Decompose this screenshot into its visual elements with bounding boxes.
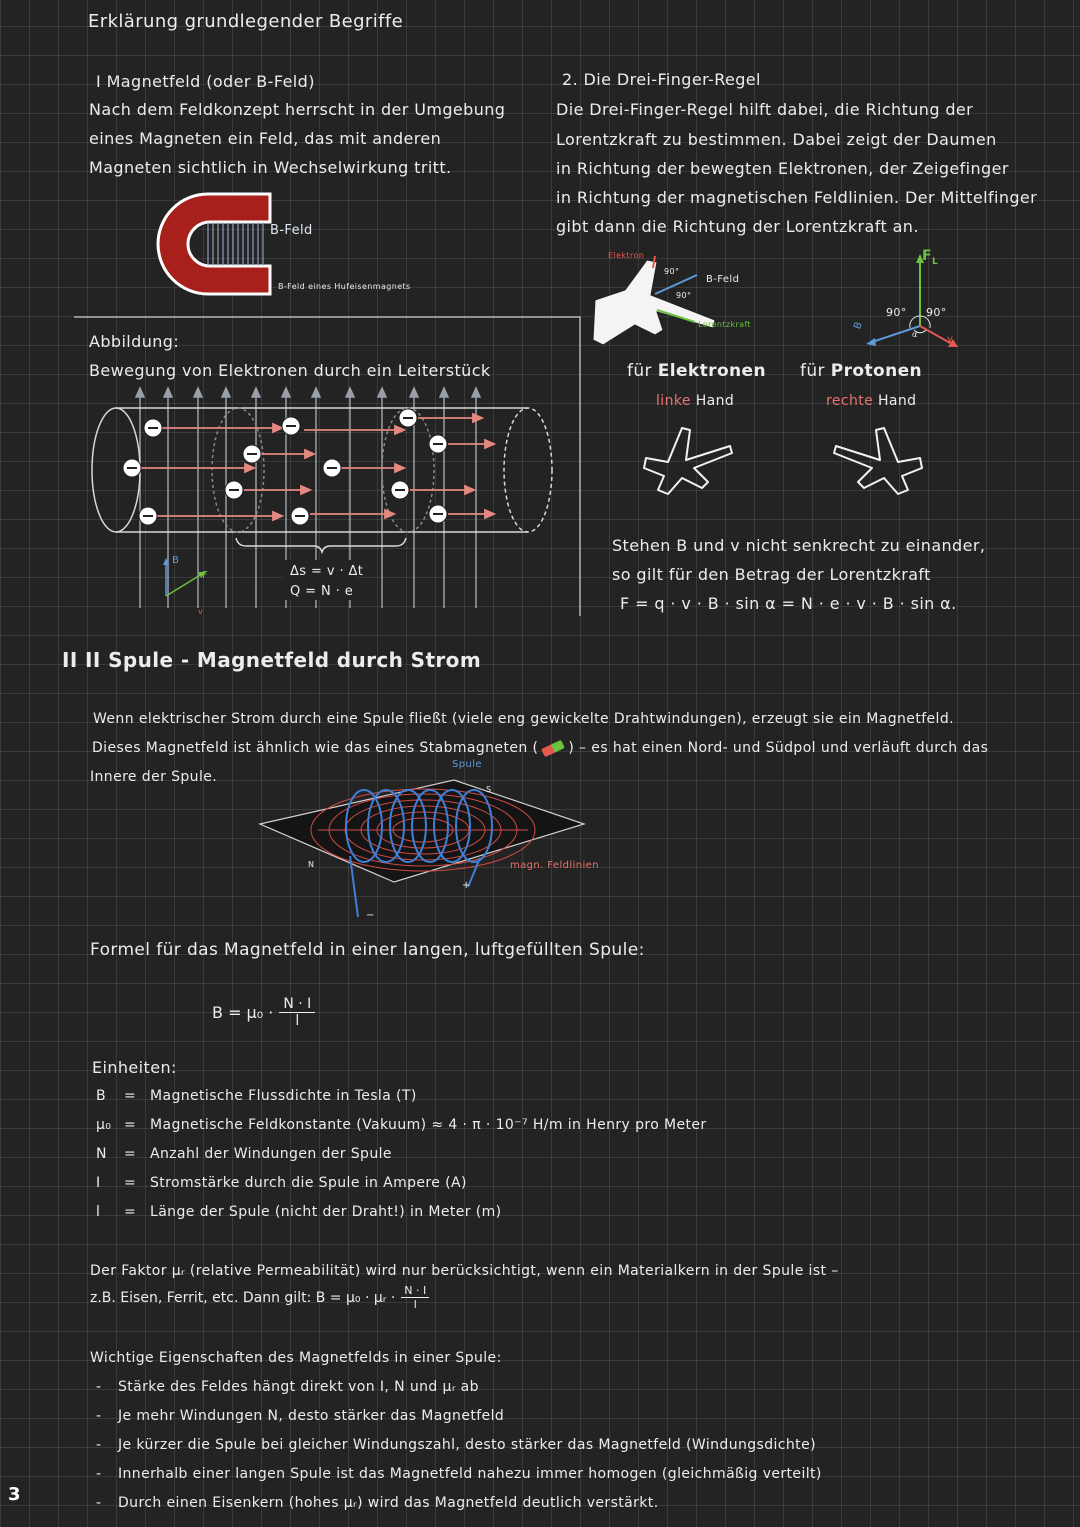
magnet-caption: B-Feld eines Hufeisenmagnets [278, 282, 411, 291]
formula-intro: Formel für das Magnetfeld in einer langen, luftgefüllten Spule: [90, 940, 645, 960]
unit-row-mu0: μ₀ = Magnetische Feldkonstante (Vakuum) ≈ 4 · π · 10⁻⁷ H/m in Henry pro Meter [96, 1117, 707, 1133]
vector-angle-1: 90° [886, 306, 907, 319]
note-line-3: F = q · v · B · sin α = N · e · v · B · sin α. [620, 594, 957, 613]
coil-spule-label: Spule [452, 759, 482, 770]
formula-denominator: l [295, 1013, 300, 1029]
coil-s-label: S [486, 785, 492, 794]
section3-intro-1: Wenn elektrischer Strom durch eine Spule fließt (viele eng gewickelte Drahtwindungen), erzeugt sie ein Magnetfeld. [93, 711, 954, 727]
hand-elektron-label: Elektron [608, 251, 645, 260]
figure-subtitle: Bewegung von Elektronen durch ein Leiterstück [89, 361, 491, 380]
note-line-2: so gilt für den Betrag der Lorentzkraft [612, 565, 931, 584]
axis-b-label: B [172, 555, 180, 566]
protons-heading: für Protonen [800, 361, 923, 381]
section3-heading: II II Spule - Magnetfeld durch Strom [62, 648, 482, 672]
right-hand-icon [828, 420, 928, 500]
props-title: Wichtige Eigenschaften des Magnetfelds in einer Spule: [90, 1350, 502, 1366]
formula-lhs: B = μ₀ · [212, 1003, 274, 1022]
prop-item-1: - Stärke des Feldes hängt direkt von I, N und μᵣ ab [96, 1379, 479, 1395]
section3-intro-2: Dieses Magnetfeld ist ähnlich wie das eines Stabmagneten ( ) – es hat einen Nord- und Südpol und verläuft durch das [92, 740, 989, 756]
coil-plus-label: + [462, 880, 471, 891]
three-finger-hand-icon [585, 250, 765, 355]
hand-angle-label-1: 90° [664, 267, 680, 276]
vector-v-label: v [947, 334, 954, 345]
axis-f-label: F [202, 570, 209, 581]
mu-r-fraction [401, 1284, 429, 1311]
prop-item-2: - Je mehr Windungen N, desto stärker das Magnetfeld [96, 1408, 505, 1424]
formula-fraction [279, 996, 315, 1029]
coil-n-label: N [308, 860, 315, 869]
left-hand-icon [638, 420, 738, 500]
vector-alpha: α [912, 330, 918, 339]
unit-row-n: N = Anzahl der Windungen der Spule [96, 1146, 392, 1162]
velocity-arrows [140, 414, 494, 520]
formula-delta-s: Δs = v · Δt [290, 564, 364, 579]
electrons-hand-label: linke Hand [656, 393, 735, 409]
prop-item-3: - Je kürzer die Spule bei gleicher Windungszahl, desto stärker das Magnetfeld (Windungsdichte) [96, 1437, 816, 1453]
magnet-b-field-label: B-Feld [270, 223, 313, 238]
note-line-1: Stehen B und v nicht senkrecht zu einander, [612, 536, 986, 555]
field-lines [208, 222, 263, 266]
section2-line-2: Lorentzkraft zu bestimmen. Dabei zeigt der Daumen [556, 130, 997, 149]
vector-angle-2: 90° [926, 306, 947, 319]
mu-r-line-2 [90, 1284, 429, 1311]
section2-line-3: in Richtung der bewegten Elektronen, der Zeigefinger [556, 159, 1009, 178]
section1-line-2: eines Magneten ein Feld, das mit anderen [89, 129, 442, 148]
unit-row-b: B = Magnetische Flussdichte in Tesla (T) [96, 1088, 417, 1104]
hand-lorentz-label: Lorentzkraft [698, 320, 752, 329]
axes-small [163, 558, 209, 596]
protons-hand-label: rechte Hand [826, 393, 917, 409]
hand-bfeld-label: B-Feld [706, 274, 740, 285]
prop-item-5: - Durch einen Eisenkern (hohes μᵣ) wird das Magnetfeld deutlich verstärkt. [96, 1495, 659, 1511]
vector-b-label: B [852, 320, 866, 331]
section1-line-1: Nach dem Feldkonzept herrscht in der Umgebung [89, 100, 506, 119]
hand-angle-label-2: 90° [676, 291, 692, 300]
horseshoe-magnet-diagram [150, 186, 280, 301]
prop-item-4: - Innerhalb einer langen Spule ist das Magnetfeld nahezu immer homogen (gleichmäßig verteilt) [96, 1466, 822, 1482]
coil-diagram [258, 762, 598, 922]
page-title: Erklärung grundlegender Begriffe [88, 11, 404, 32]
units-title: Einheiten: [92, 1058, 177, 1077]
mu-r-text: z.B. Eisen, Ferrit, etc. Dann gilt: B = μ₀ · μᵣ · [90, 1289, 396, 1306]
section2-line-5: gibt dann die Richtung der Lorentzkraft an. [556, 217, 919, 236]
unit-row-l: l = Länge der Spule (nicht der Draht!) in Meter (m) [96, 1204, 502, 1220]
section1-heading: I Magnetfeld (oder B-Feld) [96, 72, 315, 91]
axis-v-label: v [198, 607, 204, 616]
section2-line-1: Die Drei-Finger-Regel hilft dabei, die Richtung der [556, 100, 974, 119]
vector-f-label: $F_L$ [922, 248, 939, 267]
mu-r-denominator: l [413, 1298, 417, 1311]
figure-title: Abbildung: [89, 332, 180, 351]
section2-heading: 2. Die Drei-Finger-Regel [562, 70, 761, 89]
coil-formula [212, 996, 315, 1029]
mu-r-line-1: Der Faktor μᵣ (relative Permeabilität) wird nur berücksichtigt, wenn ein Materialkern in der Spule ist – [90, 1263, 839, 1279]
coil-minus-label: − [366, 910, 375, 921]
section1-line-3: Magneten sichtlich in Wechselwirkung tritt. [89, 158, 452, 177]
electrons-heading: für Elektronen [627, 361, 766, 381]
page-number: 3 [8, 1484, 21, 1505]
mu-r-numerator: N · I [401, 1284, 429, 1298]
formula-q: Q = N · e [290, 584, 354, 599]
section2-line-4: in Richtung der magnetischen Feldlinien. Der Mittelfinger [556, 188, 1038, 207]
formula-numerator: N · I [279, 996, 315, 1013]
section3-intro-3: Innere der Spule. [90, 769, 218, 785]
unit-row-i: I = Stromstärke durch die Spule in Ampere (A) [96, 1175, 467, 1191]
coil-field-label: magn. Feldlinien [510, 860, 599, 871]
section-brace [236, 538, 406, 552]
bar-magnet-icon [541, 739, 565, 756]
